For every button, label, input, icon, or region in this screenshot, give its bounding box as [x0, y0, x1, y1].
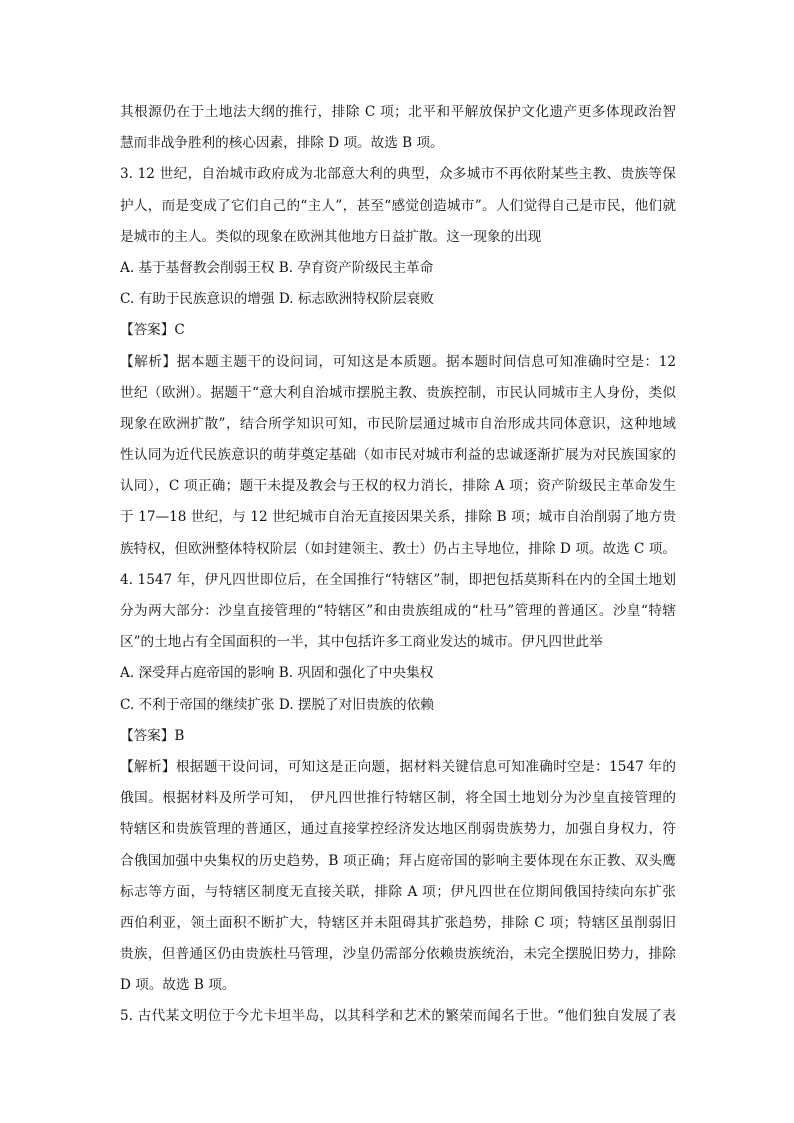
- text-line: 性认同为近代民族意识的萌芽奠定基础（如市民对城市利益的忠诚逐渐扩展为对民族国家的: [120, 447, 676, 464]
- text-line: 【答案】C: [120, 322, 185, 339]
- text-line: 标志等方面，与特辖区制度无直接关联，排除 A 项；伊凡四世在位期间俄国持续向东扩张: [120, 883, 676, 900]
- text-line: C. 不利于帝国的继续扩张 D. 摆脱了对旧贵族的依赖: [120, 696, 434, 713]
- text-line: A. 基于基督教会削弱王权 B. 孕育资产阶级民主革命: [120, 259, 434, 276]
- text-line: 于 17—18 世纪，与 12 世纪城市自治无直接因果关系，排除 B 项；城市自治削弱了地方贵: [120, 509, 676, 526]
- text-line: 【解析】根据题干设问词，可知这是正向题，据材料关键信息可知准确时空是：1547 年的: [120, 758, 676, 775]
- text-line: 5. 古代某文明位于今尤卡坦半岛，以其科学和艺术的繁荣而闻名于世。“他们独自发展了表: [120, 1008, 676, 1025]
- document-body: [120, 97, 676, 1033]
- text-line: C. 有助于民族意识的增强 D. 标志欧洲特权阶层衰败: [120, 291, 434, 308]
- text-line: 慧而非战争胜利的核心因素，排除 D 项。故选 B 项。: [120, 135, 444, 152]
- text-line: 其根源仍在于土地法大纲的推行，排除 C 项；北平和平解放保护文化遗产更多体现政治智: [120, 104, 676, 120]
- text-line: 世纪（欧洲）。据题干“意大利自治城市摆脱主教、贵族控制，市民认同城市主人身份，类似: [120, 384, 676, 401]
- text-line: A. 深受拜占庭帝国的影响 B. 巩固和强化了中央集权: [120, 665, 434, 682]
- text-line: 贵族，但普通区仍由贵族杜马管理，沙皇仍需部分依赖贵族统治，未完全摆脱旧势力，排除: [120, 946, 676, 963]
- text-line: 区”的土地占有全国面积的一半，其中包括许多工商业发达的城市。伊凡四世此举: [120, 634, 603, 651]
- text-line: 分为两大部分：沙皇直接管理的“特辖区”和由贵族组成的“杜马”管理的普通区。沙皇“特辖: [120, 603, 676, 619]
- text-line: 护人，而是变成了它们自己的“主人”，甚至“感觉创造城市”。人们觉得自己是市民，他们就: [120, 197, 676, 214]
- text-line: 西伯利亚，领土面积不断扩大，特辖区并未阻碍其扩张趋势，排除 C 项；特辖区虽削弱旧: [120, 914, 676, 931]
- text-line: 族特权，但欧洲整体特权阶层（如封建领主、教士）仍占主导地位，排除 D 项。故选 C 项。: [120, 540, 676, 557]
- text-line: 合俄国加强中央集权的历史趋势，B 项正确；拜占庭帝国的影响主要体现在东正教、双头鹰: [120, 852, 676, 869]
- text-line: 俄国。根据材料及所学可知， 伊凡四世推行特辖区制，将全国土地划分为沙皇直接管理的: [120, 790, 676, 807]
- text-line: 认同），C 项正确；题干未提及教会与王权的权力消长，排除 A 项；资产阶级民主革命发生: [120, 478, 676, 495]
- text-line: 【解析】据本题主题干的设问词，可知这是本质题。据本题时间信息可知准确时空是：12: [120, 353, 676, 370]
- text-line: 是城市的主人。类似的现象在欧洲其他地方日益扩散。这一现象的出现: [120, 228, 542, 245]
- text-line: 【答案】B: [120, 727, 185, 744]
- text-line: D 项。故选 B 项。: [120, 977, 236, 994]
- text-line: 特辖区和贵族管理的普通区，通过直接掌控经济发达地区削弱贵族势力，加强自身权力，符: [120, 821, 676, 838]
- text-line: 现象在欧洲扩散”，结合所学知识可知，市民阶层通过城市自治形成共同体意识，这种地域: [120, 415, 676, 432]
- text-line: 4. 1547 年，伊凡四世即位后，在全国推行“特辖区”制，即把包括莫斯科在内的全国土地划: [120, 571, 676, 588]
- text-line: 3. 12 世纪，自治城市政府成为北部意大利的典型，众多城市不再依附某些主教、贵族等保: [120, 166, 676, 183]
